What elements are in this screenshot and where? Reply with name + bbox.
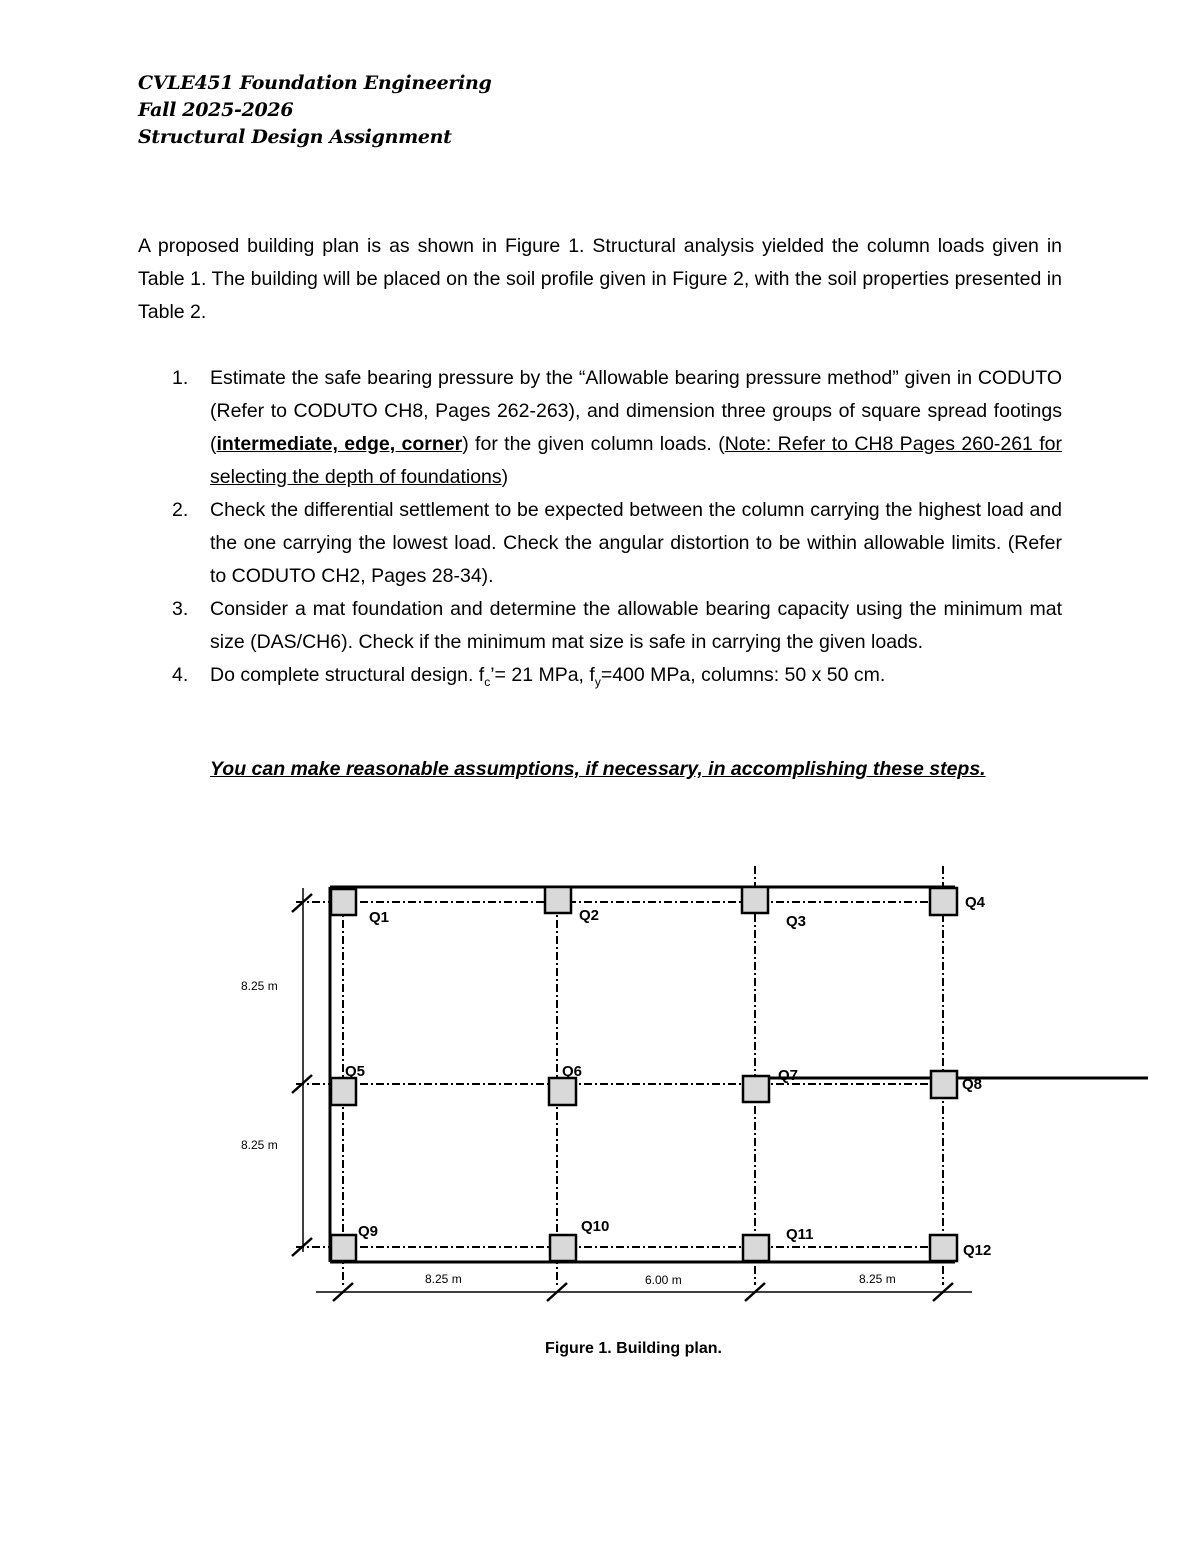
column-label-q6: Q6 [562,1063,583,1080]
column-label-q9: Q9 [358,1223,379,1240]
task-number: 2. [172,499,189,521]
column-label-q10: Q10 [581,1218,610,1235]
column-label-q5: Q5 [345,1063,366,1080]
dimension-label-horizontal-3: 8.25 m [859,1272,896,1286]
assignment-title: Structural Design Assignment [138,126,452,148]
column-q9 [331,1235,356,1261]
dimension-label-vertical-1: 8.25 m [241,979,278,993]
column-q3 [742,887,768,913]
task-text: Do complete structural design. f [210,664,485,686]
column-q4 [930,888,957,915]
dimension-label-horizontal-1: 8.25 m [425,1272,462,1286]
column-label-q12: Q12 [963,1242,992,1259]
footing-groups: intermediate, edge, corner [216,433,463,455]
task-text: ) [501,466,509,488]
course-title: CVLE451 Foundation Engineering [138,72,492,94]
column-q12 [930,1235,957,1261]
task-text: Check the differential settlement to be expected between the column carrying the highest load and the one carrying the lowest load. Check the angular distortion to be within allowable limits. (Refer to CODUTO CH2, Pages 28-34). [210,499,1062,587]
task-text: ) for the given column loads. ( [462,433,725,455]
task-text: =400 MPa, columns: 50 x 50 cm. [600,664,886,686]
column-label-q8: Q8 [962,1076,983,1093]
dimension-ticks [292,894,953,1301]
column-q2 [545,887,571,913]
column-label-q4: Q4 [965,894,986,911]
task-number: 1. [172,367,189,389]
column-label-q2: Q2 [579,907,600,924]
subscript-c: c [484,674,491,689]
column-q6 [549,1078,576,1105]
column-label-q11: Q11 [786,1226,814,1243]
columns [331,887,957,1261]
column-label-q3: Q3 [786,913,807,930]
column-q8 [931,1071,957,1098]
task-number: 3. [172,598,189,620]
subscript-y: y [594,674,601,689]
task-text: Consider a mat foundation and determine the allowable bearing capacity using the minimum mat size (DAS/CH6). Check if the minimum mat size is safe in carrying the given loads. [210,598,1062,653]
column-q7 [743,1076,769,1102]
column-label-q1: Q1 [369,909,390,926]
column-label-q7: Q7 [778,1067,799,1084]
assumptions-note: You can make reasonable assumptions, if necessary, in accomplishing these steps. [210,758,986,780]
figure-caption: Figure 1. Building plan. [545,1340,722,1357]
column-q1 [331,889,356,915]
depth-note: Note: Refer to CH8 Pages 260-261 for selecting the depth of foundations [210,433,1063,488]
intro-paragraph: A proposed building plan is as shown in Figure 1. Structural analysis yielded the column loads given in Table 1. The building will be placed on the soil profile given in Figure 2, with the soil properties presented in Table 2. [138,235,1062,323]
dimension-label-vertical-2: 8.25 m [241,1138,278,1152]
column-q5 [331,1078,356,1105]
dimension-lines [303,888,972,1292]
task-text: Estimate the safe bearing pressure by the “Allowable bearing pressure method” given in CODUTO (Refer to CODUTO CH8, Pages 262-263), and dimension three groups of square spread footings ( [210,367,1062,455]
term: Fall 2025-2026 [138,99,294,121]
task-text: ’= 21 MPa, f [490,664,595,686]
task-number: 4. [172,664,189,686]
grid-lines [296,866,956,1285]
column-q11 [743,1235,769,1261]
column-q10 [550,1235,576,1261]
dimension-label-horizontal-2: 6.00 m [645,1273,682,1287]
